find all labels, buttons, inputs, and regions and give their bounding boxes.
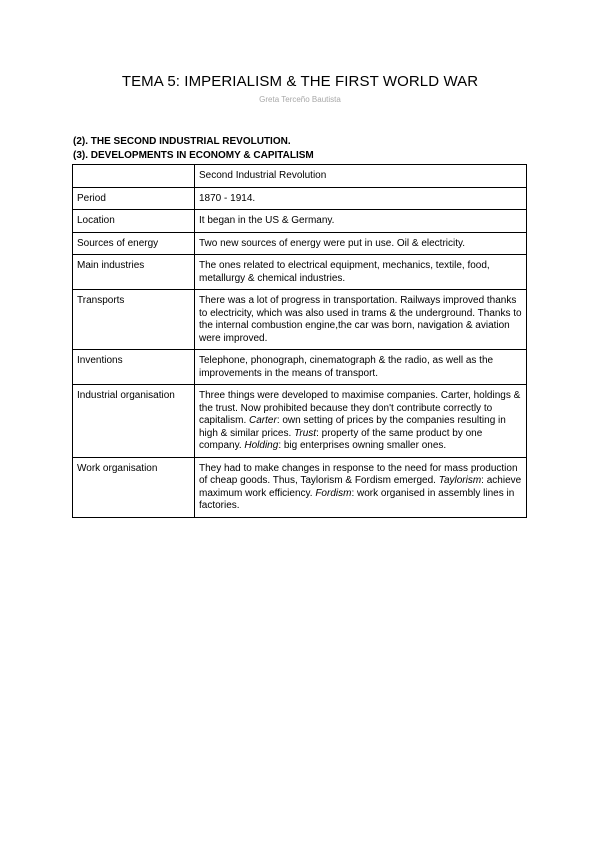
document-title: TEMA 5: IMPERIALISM & THE FIRST WORLD WAR <box>121 73 479 90</box>
row-content: It began in the US & Germany. <box>195 210 527 233</box>
row-content: There was a lot of progress in transportation. Railways improved thanks to electricity, which was also used in trams & the underground. Thanks to the internal combustion engine,the car was born, navigation & aviation were improved. <box>195 290 527 350</box>
content-text: : achieve maximum work efficiency. <box>199 475 522 499</box>
content-text: : big enterprises owning smaller ones. <box>278 440 447 451</box>
table-row <box>73 232 527 255</box>
row-label: Transports <box>73 290 195 350</box>
table-row <box>73 457 527 517</box>
term-trust: Trust <box>294 427 317 439</box>
row-content <box>195 385 527 458</box>
content-text: : work organised in assembly lines in factories. <box>199 487 515 511</box>
row-label: Main industries <box>73 255 195 290</box>
row-label: Location <box>73 210 195 233</box>
section-heading-2: (2). THE SECOND INDUSTRIAL REVOLUTION. <box>73 136 291 147</box>
content-text: : own setting of prices by the companies resulting in high & similar prices. <box>199 415 506 439</box>
row-content: Two new sources of energy were put in use. Oil & electricity. <box>195 232 527 255</box>
table-row <box>73 385 527 458</box>
term-taylorism: Taylorism <box>438 475 482 486</box>
row-label: Industrial organisation <box>73 385 195 458</box>
content-text: : property of the same product by one company. <box>199 427 483 451</box>
table-header-cell: Second Industrial Revolution <box>195 165 527 188</box>
author-name: Greta Terceño Bautista <box>259 95 341 104</box>
section-heading-3: (3). DEVELOPMENTS IN ECONOMY & CAPITALISM <box>73 150 314 161</box>
table-row <box>73 290 527 350</box>
revolution-table <box>72 164 527 518</box>
table-row <box>73 350 527 385</box>
row-label: Sources of energy <box>73 232 195 255</box>
row-content: Telephone, phonograph, cinematograph & the radio, as well as the improvements in the means of transport. <box>195 350 527 385</box>
row-content: 1870 - 1914. <box>195 187 527 210</box>
table-row <box>73 255 527 290</box>
table-row <box>73 210 527 233</box>
term-carter: Carter <box>249 415 277 426</box>
table-row <box>73 187 527 210</box>
row-label: Inventions <box>73 350 195 385</box>
row-label: Period <box>73 187 195 210</box>
term-fordism: Fordism <box>315 487 352 499</box>
row-label: Work organisation <box>73 457 195 517</box>
table-header-row <box>73 165 527 188</box>
content-text: They had to make changes in response to the need for mass production of cheap goods. Thus, Taylorism & Fordism emerged. <box>199 462 518 486</box>
content-text: Three things were developed to maximise companies. Carter, holdings & the trust. Now prohibited because they don't contribute correctly to capitalism. <box>199 390 521 426</box>
row-content <box>195 457 527 517</box>
row-content: The ones related to electrical equipment, mechanics, textile, food, metallurgy & chemical industries. <box>195 255 527 290</box>
table-header-empty-cell <box>73 165 195 188</box>
term-holding: Holding <box>244 440 279 451</box>
